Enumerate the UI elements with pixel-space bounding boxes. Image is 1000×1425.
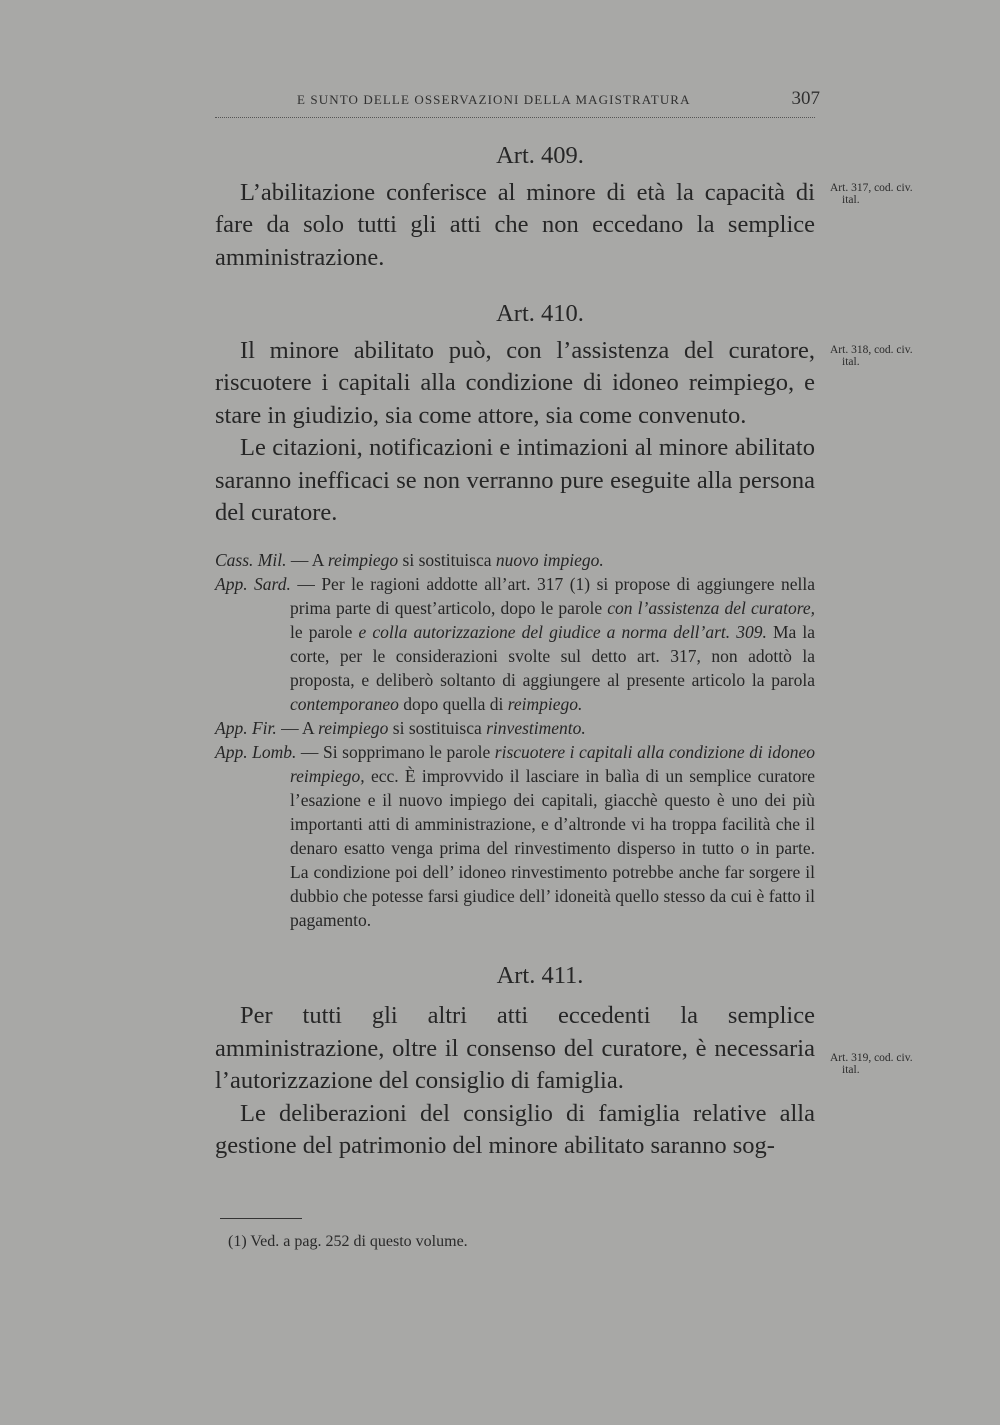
note-item (215, 740, 815, 932)
note-italic-text: rinvestimento. (486, 717, 586, 738)
note-text: dopo quella di (398, 693, 508, 714)
margin-reference-410 (830, 344, 950, 368)
note-text: le parole (290, 621, 359, 642)
article-411-paragraph-2: Le deliberazioni del consiglio di famiglia relative alla gestione del patrimonio del minore abilitato saranno sog- (215, 1099, 815, 1159)
margin-reference-line: ital. (842, 356, 860, 368)
note-text: — Si sopprimano le parole (296, 741, 495, 762)
note-source: App. Fir. (215, 717, 277, 738)
note-italic-text: con l’assistenza del curatore, (607, 597, 815, 618)
note-source: Cass. Mil. (215, 549, 287, 570)
article-411-paragraph-1: Per tutti gli altri atti eccedenti la semplice amministrazione, oltre il consenso del curatore, è necessaria l’autorizzazione del consiglio di famiglia. (215, 1002, 815, 1094)
magistrature-notes (215, 548, 815, 932)
note-text: si sostituisca (398, 549, 496, 570)
note-italic-text: reimpiego (327, 549, 399, 570)
article-410-paragraph-1: Il minore abilitato può, con l’assistenza del curatore, riscuotere i capitali alla condizione di idoneo reimpiego, e stare in giudizio, sia come attore, sia come convenuto. (215, 336, 815, 429)
note-text: — A (276, 717, 319, 738)
page-number: 307 (791, 88, 820, 109)
article-409-paragraph: L’abilitazione conferisce al minore di età la capacità di fare da solo tutti gli atti che non eccedano la semplice amministrazione. (215, 178, 815, 271)
main-text (215, 140, 815, 1163)
page-header (215, 88, 820, 116)
note-italic-text: nuovo impiego. (495, 549, 604, 570)
note-text: ecc. È improvvido il lasciare in balìa di un semplice curatore l’esazione e il nuovo impiego dei capitali, giacchè questo è uno dei più importanti atti di amministrazione, e d’altronde vi ha troppa facilità che il denaro esatto venga prima del rinvestimento disperso in tutto o in parte. La condizione poi dell’ idoneo rinvestimento potrebbe anche far sorgere il dubbio che potesse farsi giudice dell’ idoneità quello stesso da cui è fatto il pagamento. (290, 765, 815, 930)
note-text: si sostituisca (388, 717, 487, 738)
footnote: (1) Ved. a pag. 252 di questo volume. (228, 1233, 468, 1250)
note-italic-text: riscuotere i capitali alla condizione di idoneo reimpiego, (290, 741, 816, 786)
note-source: App. Sard. (215, 573, 291, 594)
footnote-rule (220, 1218, 302, 1219)
note-italic-text: contemporaneo (290, 693, 399, 714)
margin-reference-line: ital. (842, 194, 860, 206)
article-title-411: Art. 411. (496, 961, 584, 989)
note-item (215, 548, 815, 572)
margin-reference-line: ital. (842, 1064, 860, 1076)
note-item (215, 572, 815, 716)
note-italic-text: reimpiego. (507, 693, 583, 714)
note-text: — Per le ragioni addotte all’art. 317 (1) si propose di aggiungere nella prima parte di quest’articolo, dopo le parole (290, 573, 815, 618)
note-italic-text: reimpiego (318, 717, 389, 738)
header-rule (215, 117, 815, 118)
margin-reference-line: Art. 317, cod. civ. (830, 182, 913, 194)
article-title-410: Art. 410. (496, 300, 584, 327)
note-italic-text: e colla autorizzazione del giudice a norma dell’art. 309. (358, 621, 767, 642)
note-source: App. Lomb. (215, 741, 297, 762)
note-text: Ma la corte, per le considerazioni svolte sul detto art. 317, non adottò la proposta, e deliberò soltanto di aggiungere al presente articolo la parola (290, 621, 815, 690)
article-410-paragraph-2: Le citazioni, notificazioni e intimazioni al minore abilitato saranno inefficaci se non verranno pure eseguite alla persona del curatore. (215, 434, 815, 526)
margin-reference-411 (830, 1052, 950, 1076)
margin-reference-409 (830, 182, 950, 206)
margin-reference-line: Art. 318, cod. civ. (830, 344, 913, 356)
note-item (215, 716, 815, 740)
note-text: — A (286, 549, 328, 570)
running-title: E SUNTO DELLE OSSERVAZIONI DELLA MAGISTRATURA (297, 92, 691, 107)
margin-reference-line: Art. 319, cod. civ. (830, 1052, 913, 1064)
article-title-409: Art. 409. (496, 142, 584, 169)
